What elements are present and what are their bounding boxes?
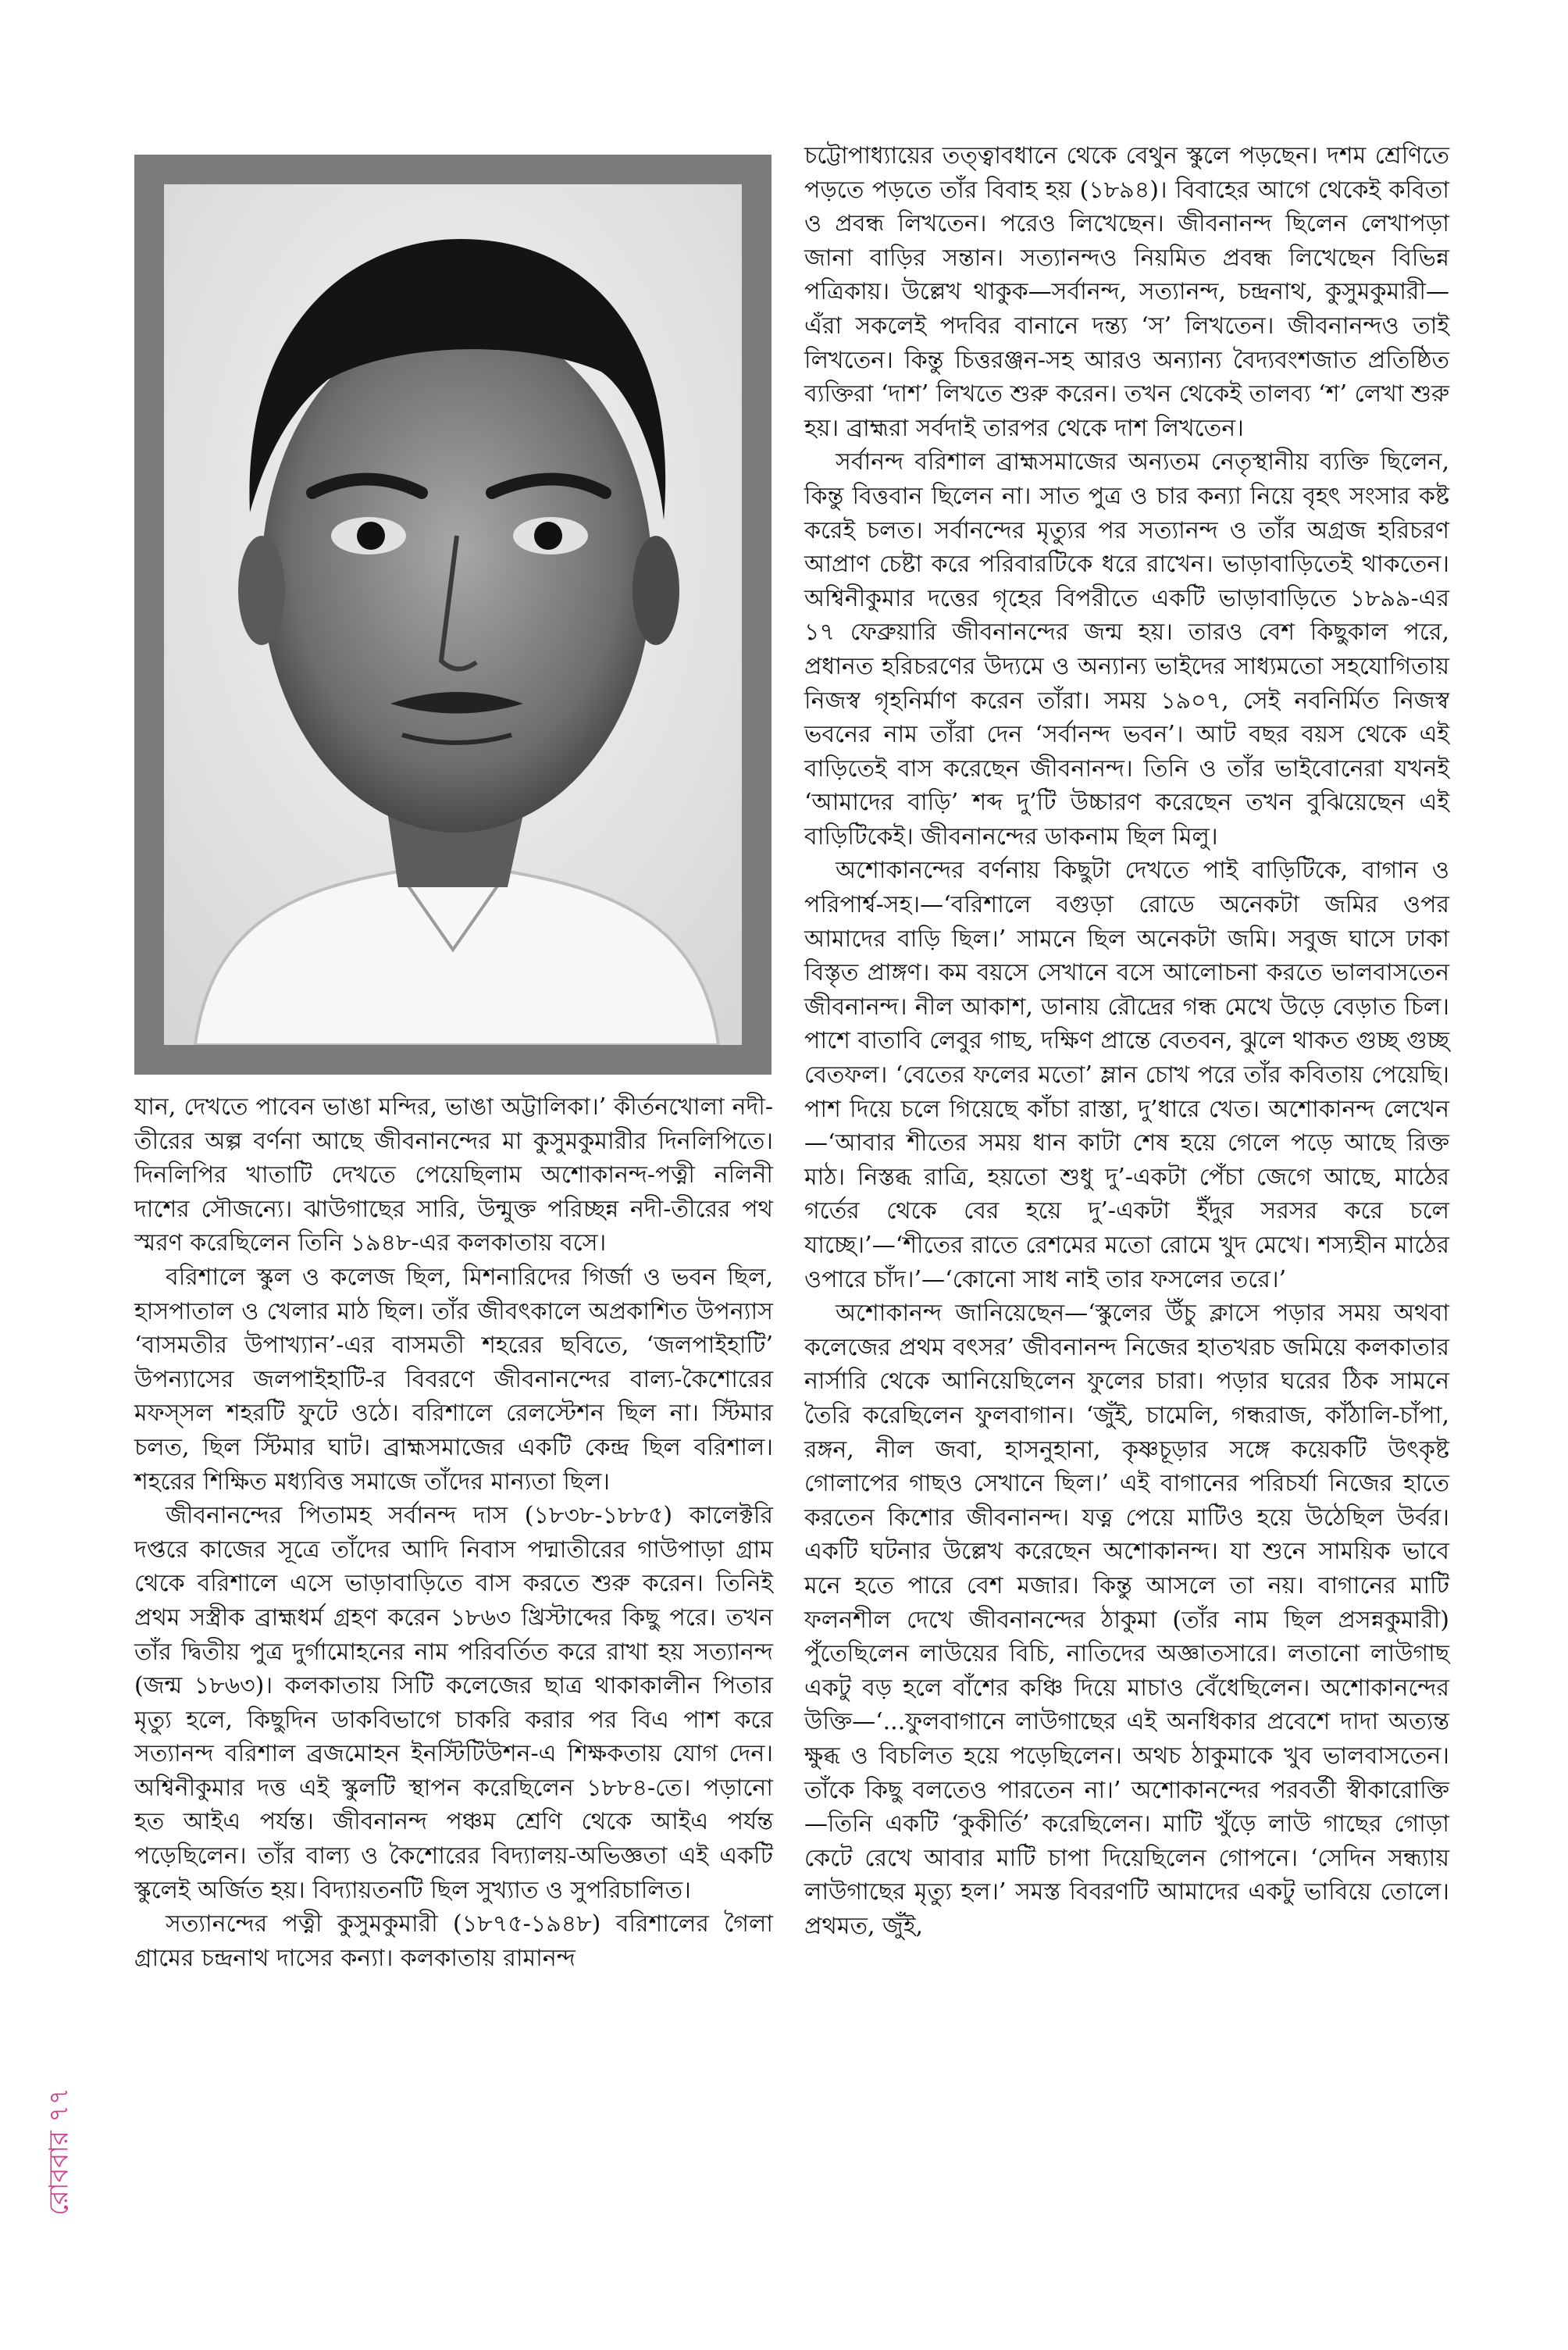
portrait-photo xyxy=(164,184,742,1045)
portrait-illustration xyxy=(164,184,742,1045)
paragraph: বরিশালে স্কুল ও কলেজ ছিল, মিশনারিদের গির্জা ও ভবন ছিল, হাসপাতাল ও খেলার মাঠ ছিল। তাঁর জীবৎকালে অপ্রকাশিত উপন্যাস ‘বাসমতীর উপাখ্যান’-এর বাসমতী শহরের ছবিতে, ‘জলপাইহাটি’ উপন্যাসের জলপাইহাটি-র বিবরণে জীবনানন্দের বাল্য-কৈশোরের মফস্সল শহরটি ফুটে ওঠে। বরিশালে রেলস্টেশন ছিল না। স্টিমার চলত, ছিল স্টিমার ঘাট। ব্রাহ্মসমাজের একটি কেন্দ্র ছিল বরিশাল। শহরের শিক্ষিত মধ্যবিত্ত সমাজে তাঁদের মান্যতা ছিল। xyxy=(134,1263,773,1496)
paragraph: অশোকানন্দের বর্ণনায় কিছুটা দেখতে পাই বাড়িটিকে, বাগান ও পরিপার্শ্ব-সহ।—‘বরিশালে বগুড়া রোডে অনেকটা জমির ওপর আমাদের বাড়ি ছিল।’ সামনে ছিল অনেকটা জমি। সবুজ ঘাসে ঢাকা বিস্তৃত প্রাঙ্গণ। কম বয়সে সেখানে বসে আলোচনা করতে ভালবাসতেন জীবনানন্দ। নীল আকাশ, ডানায় রৌদ্রের গন্ধ মেখে উড়ে বেড়াত চিল। পাশে বাতাবি লেবুর গাছ, দক্ষিণ প্রান্তে বেতবন, ঝুলে থাকত গুচ্ছ গুচ্ছ বেতফল। ‘বেতের ফলের মতো’ ম্লান চোখ পরে তাঁর কবিতায় পেয়েছি। পাশ দিয়ে চলে গিয়েছে কাঁচা রাস্তা, দু’ধারে খেত। অশোকানন্দ লেখেন—‘আবার শীতের সময় ধান কাটা শেষ হয়ে গেলে পড়ে আছে রিক্ত মাঠ। নিস্তব্ধ রাত্রি, হয়তো শুধু দু’-একটা পেঁচা জেগে আছে, মাঠের গর্তের থেকে বের হয়ে দু’-একটা ইঁদুর সরসর করে চলে যাচ্ছে।’—‘শীতের রাতে রেশমের মতো রোমে খুদ মেখে। শস্যহীন মাঠের ওপারে চাঁদ।’—‘কোনো সাধ নাই তার ফসলের তরে।’ xyxy=(804,857,1449,1293)
paragraph: সত্যানন্দের পত্নী কুসুমকুমারী (১৮৭৫-১৯৪৮) বরিশালের গৈলা গ্রামের চন্দ্রনাথ দাসের কন্যা। কলকাতায় রামানন্দ xyxy=(134,1910,773,1972)
paragraph: সর্বানন্দ বরিশাল ব্রাহ্মসমাজের অন্যতম নেতৃস্থানীয় ব্যক্তি ছিলেন, কিন্তু বিত্তবান ছিলেন না। সাত পুত্র ও চার কন্যা নিয়ে বৃহৎ সংসার কষ্ট করেই চলত। সর্বানন্দের মৃত্যুর পর সত্যানন্দ ও তাঁর অগ্রজ হরিচরণ আপ্রাণ চেষ্টা করে পরিবারটিকে ধরে রাখেন। ভাড়াবাড়িতেই থাকতেন। অশ্বিনীকুমার দত্তের গৃহের বিপরীতে একটি ভাড়াবাড়িতে ১৮৯৯-এর ১৭ ফেব্রুয়ারি জীবনানন্দের জন্ম হয়। তারও বেশ কিছুকাল পরে, প্রধানত হরিচরণের উদ্যমে ও অন্যান্য ভাইদের সাধ্যমতো সহযোগিতায় নিজস্ব গৃহনির্মাণ করেন তাঁরা। সময় ১৯০৭, সেই নবনির্মিত নিজস্ব ভবনের নাম তাঁরা দেন ‘সর্বানন্দ ভবন’। আট বছর বয়স থেকে এই বাড়িতেই বাস করেছেন জীবনানন্দ। তিনি ও তাঁর ভাইবোনেরা যখনই ‘আমাদের বাড়ি’ শব্দ দু’টি উচ্চারণ করেছেন তখন বুঝিয়েছেন এই বাড়িটিকেই। জীবনানন্দের ডাকনাম ছিল মিলু। xyxy=(804,448,1449,850)
left-column xyxy=(134,1090,773,1975)
paragraph: অশোকানন্দ জানিয়েছেন—‘স্কুলের উঁচু ক্লাসে পড়ার সময় অথবা কলেজের প্রথম বৎসর’ জীবনানন্দ নিজের হাতখরচ জমিয়ে কলকাতার নার্সারি থেকে আনিয়েছিলেন ফুলের চারা। পড়ার ঘরের ঠিক সামনে তৈরি করেছিলেন ফুলবাগান। ‘জুঁই, চামেলি, গন্ধরাজ, কাঁঠালি-চাঁপা, রঙ্গন, নীল জবা, হাসনুহানা, কৃষ্ণচূড়ার সঙ্গে কয়েকটি উৎকৃষ্ট গোলাপের গাছও সেখানে ছিল।’ এই বাগানের পরিচর্যা নিজের হাতে করতেন কিশোর জীবনানন্দ। যত্ন পেয়ে মাটিও হয়ে উঠেছিল উর্বর। একটি ঘটনার উল্লেখ করেছেন অশোকানন্দ। যা শুনে সাময়িক ভাবে মনে হতে পারে বেশ মজার। কিন্তু আসলে তা নয়। বাগানের মাটি ফলনশীল দেখে জীবনানন্দের ঠাকুমা (তাঁর নাম ছিল প্রসন্নকুমারী) পুঁতেছিলেন লাউয়ের বিচি, নাতিদের অজ্ঞাতসারে। লতানো লাউগাছ একটু বড় হলে বাঁশের কঞ্চি দিয়ে মাচাও বেঁধেছিলেন। অশোকানন্দের উক্তি—‘...ফুলবাগানে লাউগাছের এই অনধিকার প্রবেশে দাদা অত্যন্ত ক্ষুব্ধ ও বিচলিত হয়ে পড়েছিলেন। অথচ ঠাকুমাকে খুব ভালবাসতেন। তাঁকে কিছু বলতেও পারতেন না।’ অশোকানন্দের পরবর্তী স্বীকারোক্তি—তিনি একটি ‘কুকীর্তি’ করেছিলেন। মাটি খুঁড়ে লাউ গাছের গোড়া কেটে রেখে আবার মাটি চাপা দিয়েছিলেন গোপনে। ‘সেদিন সন্ধ্যায় লাউগাছের মৃত্যু হল।’ সমস্ত বিবরণটি আমাদের একটু ভাবিয়ে তোলে। প্রথমত, জুঁই, xyxy=(804,1300,1449,1940)
photo-frame xyxy=(134,155,772,1075)
paragraph: চট্টোপাধ্যায়ের তত্ত্বাবধানে থেকে বেথুন স্কুলে পড়ছেন। দশম শ্রেণিতে পড়তে পড়তে তাঁর বিবাহ হয় (১৮৯৪)। বিবাহের আগে থেকেই কবিতা ও প্রবন্ধ লিখতেন। পরেও লিখেছেন। জীবনানন্দ ছিলেন লেখাপড়া জানা বাড়ির সন্তান। সত্যানন্দও নিয়মিত প্রবন্ধ লিখেছেন বিভিন্ন পত্রিকায়। উল্লেখ থাকুক—সর্বানন্দ, সত্যানন্দ, চন্দ্রনাথ, কুসুমকুমারী—এঁরা সকলেই পদবির বানানে দন্ত্য ‘স’ লিখতেন। জীবনানন্দও তাই লিখতেন। কিন্তু চিত্তরঞ্জন-সহ আরও অন্যান্য বৈদ্যবংশজাত প্রতিষ্ঠিত ব্যক্তিরা ‘দাশ’ লিখতে শুরু করেন। তখন থেকেই তালব্য ‘শ’ লেখা শুরু হয়। ব্রাহ্মরা সর্বদাই তারপর থেকে দাশ লিখতেন। xyxy=(804,142,1449,442)
right-column xyxy=(804,139,1449,1943)
paragraph: যান, দেখতে পাবেন ভাঙা মন্দির, ভাঙা অট্টালিকা।’ কীর্তনখোলা নদী-তীরের অল্প বর্ণনা আছে জীবনানন্দের মা কুসুমকুমারীর দিনলিপিতে। দিনলিপির খাতাটি দেখতে পেয়েছিলাম অশোকানন্দ-পত্নী নলিনী দাশের সৌজন্যে। ঝাউগাছের সারি, উন্মুক্ত পরিচ্ছন্ন নদী-তীরের পথ স্মরণ করেছিলেন তিনি ১৯৪৮-এর কলকাতায় বসে। xyxy=(134,1093,773,1257)
page-number xyxy=(45,2023,77,2280)
paragraph: জীবনানন্দের পিতামহ সর্বানন্দ দাস (১৮৩৮-১৮৮৫) কালেক্টরি দপ্তরে কাজের সূত্রে তাঁদের আদি নিবাস পদ্মাতীরের গাউপাড়া গ্রাম থেকে বরিশালে এসে ভাড়াবাড়িতে বাস করতে শুরু করেন। তিনিই প্রথম সস্ত্রীক ব্রাহ্মধর্ম গ্রহণ করেন ১৮৬৩ খ্রিস্টাব্দের কিছু পরে। তখন তাঁর দ্বিতীয় পুত্র দুর্গামোহনের নাম পরিবর্তিত করে রাখা হয় সত্যানন্দ (জন্ম ১৮৬৩)। কলকাতায় সিটি কলেজের ছাত্র থাকাকালীন পিতার মৃত্যু হলে, কিছুদিন ডাকবিভাগে চাকরি করার পর বিএ পাশ করে সত্যানন্দ বরিশাল ব্রজমোহন ইনস্টিটিউশন-এ শিক্ষকতায় যোগ দেন। অশ্বিনীকুমার দত্ত এই স্কুলটি স্থাপন করেছিলেন ১৮৮৪-তে। পড়ানো হত আইএ পর্যন্ত। জীবনানন্দ পঞ্চম শ্রেণি থেকে আইএ পর্যন্ত পড়েছিলেন। তাঁর বাল্য ও কৈশোরের বিদ্যালয়-অভিজ্ঞতা এই একটি স্কুলেই অর্জিত হয়। বিদ্যায়তনটি ছিল সুখ্যাত ও সুপরিচালিত। xyxy=(134,1502,773,1904)
page-number-text: রোববার ৭৭ xyxy=(43,2088,75,2216)
